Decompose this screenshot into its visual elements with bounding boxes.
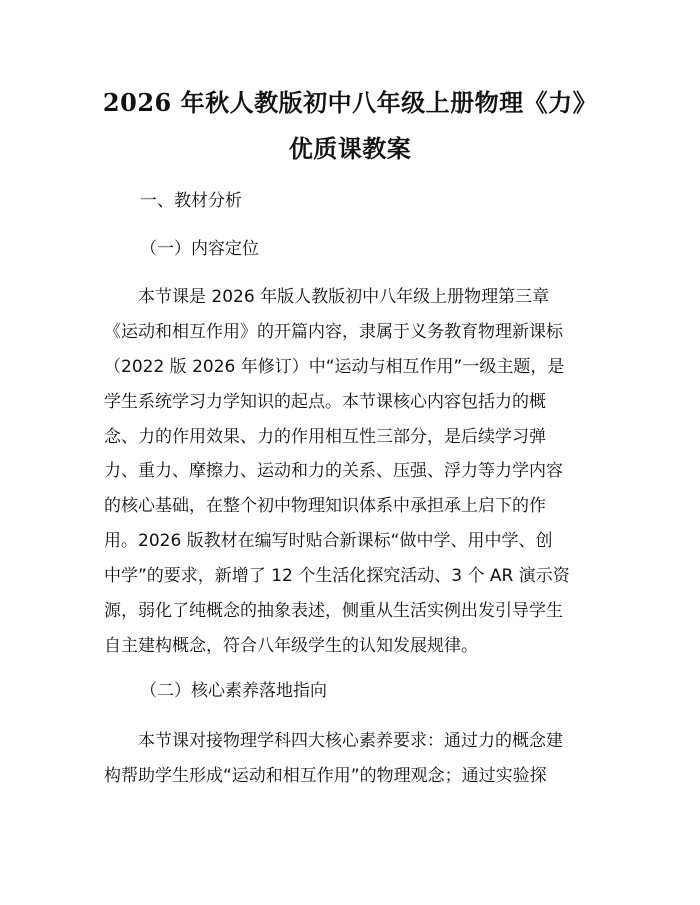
document-title-line1: 2026 年秋人教版初中八年级上册物理《力》 <box>102 88 598 117</box>
paragraph-line: 源，弱化了纯概念的抽象表述，侧重从生活实例出发引导学生 <box>104 601 563 622</box>
subsection-heading: （一）内容定位 <box>140 239 259 259</box>
document-title-line2: 优质课教案 <box>288 134 412 163</box>
paragraph-line: 本节课是 2026 年版人教版初中八年级上册物理第三章 <box>138 287 550 307</box>
subsection-heading: （二）核心素养落地指向 <box>140 681 327 701</box>
paragraph-line: （2022 版 2026 年修订）中“运动与相互作用”一级主题，是 <box>104 356 565 377</box>
paragraph-line: 学生系统学习力学知识的起点。本节课核心内容包括力的概 <box>104 391 546 412</box>
paragraph-line: 自主建构概念，符合八年级学生的认知发展规律。 <box>104 635 478 656</box>
paragraph-line: 力、重力、摩擦力、运动和力的关系、压强、浮力等力学内容 <box>104 461 563 482</box>
paragraph-line: 构帮助学生形成“运动和相互作用”的物理观念；通过实验探 <box>104 765 547 786</box>
content-positioning-paragraph <box>104 280 598 664</box>
core-literacy-paragraph <box>104 724 598 794</box>
paragraph-line: 念、力的作用效果、力的作用相互性三部分，是后续学习弹 <box>104 426 546 447</box>
paragraph-line: 的核心基础，在整个初中物理知识体系中承担承上启下的作 <box>104 496 546 517</box>
paragraph-line: 用。2026 版教材在编写时贴合新课标“做中学、用中学、创 <box>104 531 553 552</box>
paragraph-line: 中学”的要求，新增了 12 个生活化探究活动、3 个 AR 演示资 <box>104 566 570 587</box>
section-heading: 一、教材分析 <box>140 191 242 211</box>
paragraph-line: 本节课对接物理学科四大核心素养要求：通过力的概念建 <box>138 731 563 751</box>
paragraph-line: 《运动和相互作用》的开篇内容，隶属于义务教育物理新课标 <box>104 321 563 342</box>
